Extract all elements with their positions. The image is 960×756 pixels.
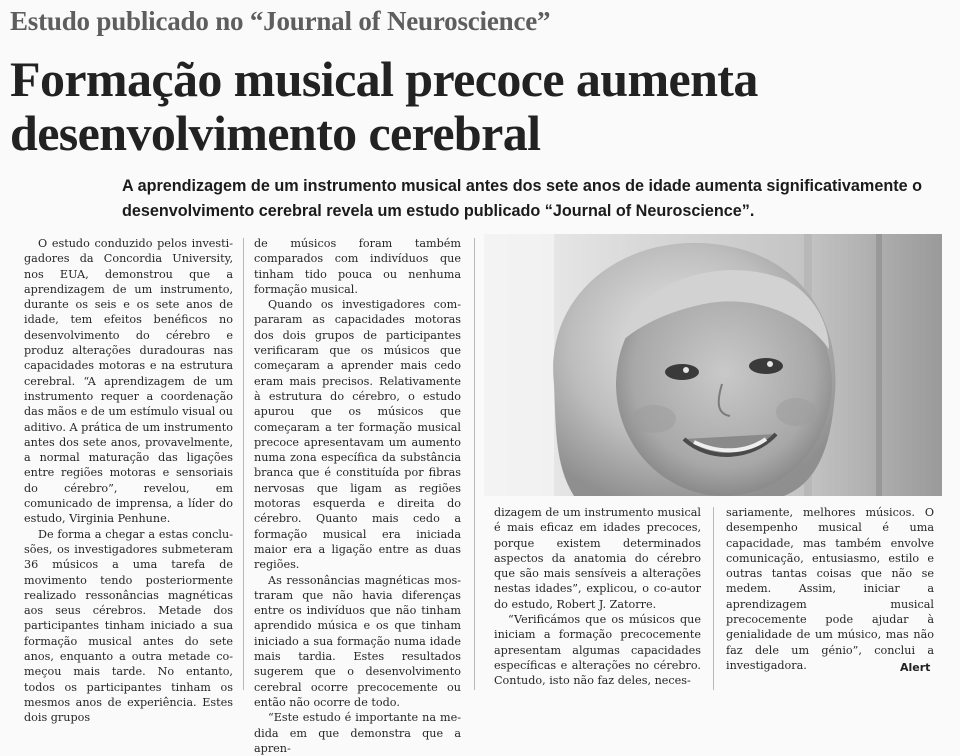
paragraph: dizagem de um instrumento musical é mais eficaz em idades precoces, porque existem determinados aspectos da anatomia do cérebro que são mais sensíveis a alterações nestas idades”, explicou, o co-autor do estudo, Robert J. Zatorre. (494, 506, 701, 611)
text-column-2 (254, 236, 461, 756)
paragraph: O estudo conduzido pelos investigadores da Concordia University, nos EUA, demonstrou que a aprendizagem de um instrumento, durante os seis e os sete anos de idade, tem efeitos benéficos no desenvolvimento do cérebro e produz alterações duradouras nas capacidades motoras e na estrutura cerebral. “A aprendizagem de um instrumento requer a coordenação das mãos e de um estímulo visual ou aditivo. A prática de um instrumento antes dos sete anos, provavelmente, a normal maturação das ligações entre regiões motoras e sensoriais do cérebro”, revelou, em comunicado de imprensa, a líder do estudo, Virginia Penhune. (24, 237, 233, 526)
paragraph: sariamente, melhores músicos. O desempenho musical é uma capacidade, mas também envolve comunicação, entusiasmo, estilo e outras tantas coisas que não se medem. Assim, iniciar a aprendizagem musical precocemente pode ajudar à genialidade de um músico, mas não faz dele um génio”, conclui a investigadora. (726, 506, 934, 672)
column-divider (243, 238, 244, 690)
headline-line-1: Formação musical precoce aumenta (10, 51, 758, 107)
child-portrait-illustration (484, 234, 942, 496)
paragraph: “Verificámos que os músicos que iniciam a formação precocemente apresentam algumas capacidades específicas e alterações no cérebro. Contudo, isto não faz deles, neces- (494, 613, 701, 688)
headline-line-2: desenvolvimento cerebral (10, 105, 541, 161)
paragraph: de músicos foram também comparados com indivíduos que tinham tido pouca ou nenhuma formação musical. (254, 237, 461, 296)
article-kicker: Estudo publicado no “Journal of Neuroscience” (10, 6, 551, 36)
paragraph: Quando os investigadores compararam as capacidades motoras dos dois grupos de participantes verificaram que os músicos que começaram a aprender mais cedo eram mais precisos. Relativamente à estrutura do cérebro, o estudo apurou que os músicos que começaram a ter formação musical precoce apresentavam um aumento numa zona específica da substância branca que é constituída por fibras nervosas que ligam as regiões motoras esquerda e direita do cérebro. Quanto mais cedo a formação musical era iniciada maior era a ligação entre as duas regiões. (254, 298, 461, 572)
paragraph: De forma a chegar a estas conclusões, os investigadores submeteram 36 músicos a uma tarefa de movimento tendo posteriormente realizado ressonâncias magnéticas aos seus cérebros. Metade dos participantes tinham iniciado a sua formação musical antes do sete anos, enquanto a outra metade começou mais tarde. No entanto, todos os participantes tinham os mesmos anos de experiência. Estes dois grupos (24, 527, 233, 725)
article-photo-child (484, 234, 942, 496)
column-divider (713, 507, 714, 690)
lead-line-1: A aprendizagem de um instrumento musical antes dos sete anos de idade aumenta significativamente o (122, 177, 922, 195)
article-signature: Alert (900, 661, 931, 674)
text-column-1 (24, 236, 233, 726)
column-divider (474, 238, 475, 690)
text-column-3 (494, 505, 701, 689)
paragraph: As ressonâncias magnéticas mostraram que não havia diferenças entre os indivíduos que não tinham aprendido música e os que tinham iniciado a sua formação numa idade mais tardia. Estes resultados sugerem que o desenvolvimento cerebral ocorre precocemente ou então não ocorre de todo. (254, 573, 461, 709)
paragraph: “Este estudo é importante na medida em que demonstra que a apren- (254, 711, 461, 755)
article-headline (10, 52, 950, 160)
text-column-4 (726, 505, 934, 673)
lead-line-2: desenvolvimento cerebral revela um estudo publicado “Journal of Neuroscience”. (122, 202, 755, 220)
article-lead (122, 174, 952, 224)
